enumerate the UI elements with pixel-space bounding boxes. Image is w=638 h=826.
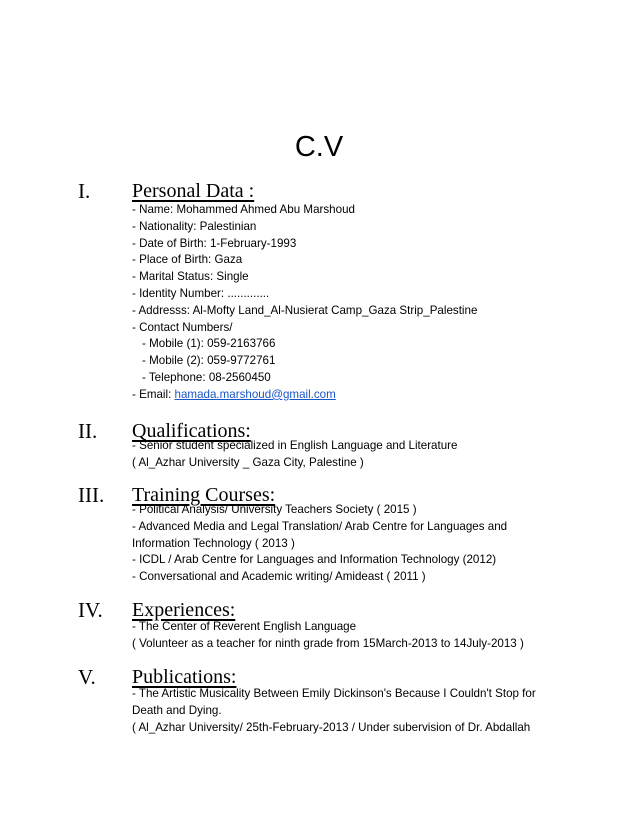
section-body bbox=[132, 438, 572, 472]
section-numeral: III. bbox=[78, 483, 105, 507]
section-heading: Qualifications: bbox=[132, 420, 251, 442]
training-line: Information Technology ( 2013 ) bbox=[132, 536, 295, 550]
experience-line: - The Center of Reverent English Language bbox=[132, 620, 357, 633]
training-line: - Political Analysis/ University Teachers Society ( 2015 ) bbox=[132, 503, 417, 516]
section-body bbox=[132, 502, 572, 586]
section-body bbox=[132, 202, 572, 404]
date-of-birth-line: - Date of Birth: 1-February-1993 bbox=[132, 236, 297, 250]
marital-status-line: - Marital Status: Single bbox=[132, 270, 249, 284]
section-heading: Experiences: bbox=[132, 599, 236, 621]
page-title: C.V bbox=[294, 131, 344, 163]
publication-line: - The Artistic Musicality Between Emily Dickinson's Because I Couldn't Stop for bbox=[132, 687, 536, 700]
mobile-1-line: - Mobile (1): 059-2163766 bbox=[142, 337, 276, 351]
training-line: - ICDL / Arab Centre for Languages and Information Technology (2012) bbox=[132, 553, 497, 567]
place-of-birth-line: - Place of Birth: Gaza bbox=[132, 253, 243, 267]
contact-numbers-line: - Contact Numbers/ bbox=[132, 320, 233, 334]
mobile-2-line: - Mobile (2): 059-9772761 bbox=[142, 354, 276, 368]
nationality-line: - Nationality: Palestinian bbox=[132, 219, 257, 233]
section-body bbox=[132, 686, 572, 736]
section-heading: Training Courses: bbox=[132, 484, 276, 506]
training-line: - Conversational and Academic writing/ Amideast ( 2011 ) bbox=[132, 570, 426, 584]
publication-line: Death and Dying. bbox=[132, 703, 222, 717]
experience-line: ( Volunteer as a teacher for ninth grade from 15March-2013 to 14July-2013 ) bbox=[132, 636, 524, 650]
email-link[interactable]: hamada.marshoud@gmail.com bbox=[174, 387, 336, 401]
publication-line: ( Al_Azhar University/ 25th-February-2013 / Under subervision of Dr. Abdallah bbox=[132, 720, 531, 734]
qualification-line: - Senior student specialized in English Language and Literature bbox=[132, 439, 458, 452]
telephone-line: - Telephone: 08-2560450 bbox=[142, 370, 271, 384]
section-numeral: I. bbox=[78, 179, 91, 203]
section-body bbox=[132, 619, 572, 653]
email-line bbox=[132, 387, 572, 404]
address-line: - Addresss: Al-Mofty Land_Al-Nusierat Camp_Gaza Strip_Palestine bbox=[132, 303, 478, 317]
qualification-line: ( Al_Azhar University _ Gaza City, Palestine ) bbox=[132, 455, 364, 469]
identity-number-line: - Identity Number: ............. bbox=[132, 286, 270, 300]
section-numeral: V. bbox=[78, 665, 96, 689]
training-line: - Advanced Media and Legal Translation/ Arab Centre for Languages and bbox=[132, 519, 508, 533]
section-numeral: II. bbox=[78, 419, 98, 443]
section-heading: Personal Data : bbox=[132, 180, 255, 202]
email-label: - Email: bbox=[132, 387, 175, 401]
name-line: - Name: Mohammed Ahmed Abu Marshoud bbox=[132, 203, 355, 216]
section-numeral: IV. bbox=[78, 598, 103, 622]
section-heading: Publications: bbox=[132, 666, 237, 688]
